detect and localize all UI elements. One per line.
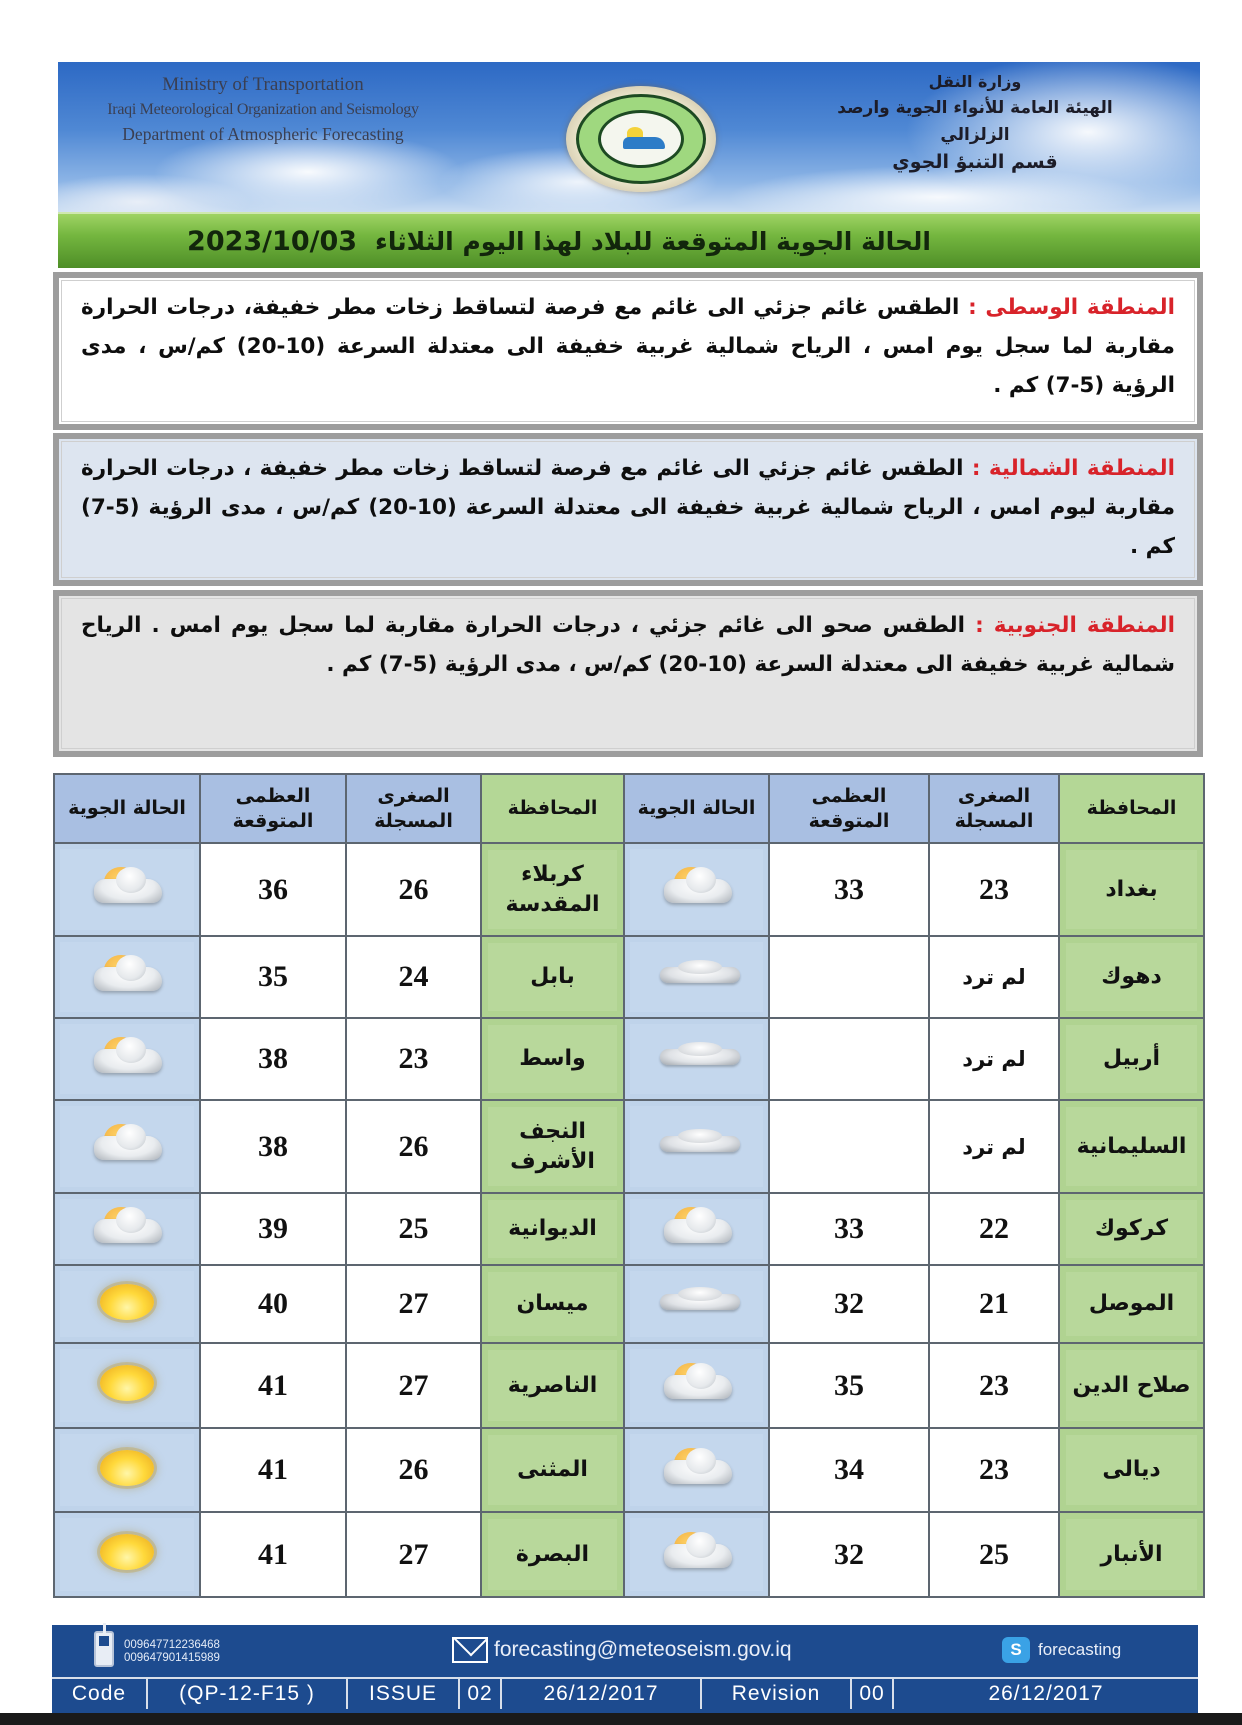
header-weather: الحالة الجوية: [624, 774, 769, 843]
max-temp-cell: 32: [769, 1265, 929, 1343]
skype-contact: [1002, 1637, 1121, 1663]
max-temp-cell: 33: [769, 843, 929, 936]
weather-cell: [54, 1100, 200, 1193]
partly-cloudy-icon: [660, 1530, 734, 1574]
region-text: الطقس غائم جزئي الى غائم مع فرصة لتساقط زخات مطر خفيفة، درجات الحرارة مقاربة لما سجل يوم امس ، الرياح شمالية غربية خفيفة الى معتدلة السرعة (10-20) كم/س ، مدى الرؤية (5-7) كم .: [81, 295, 1175, 398]
issue-number: 02: [460, 1679, 502, 1709]
min-temp-cell: 26: [346, 1100, 481, 1193]
region-label: المنطقة الشمالية :: [971, 456, 1175, 481]
max-temp-cell: 36: [200, 843, 346, 936]
table-row: [54, 1343, 1204, 1428]
min-temp-cell: 25: [929, 1512, 1059, 1597]
phone-number: 009647712236468: [124, 1639, 220, 1651]
header-arabic: [810, 68, 1140, 176]
document-code-bar: [52, 1677, 1198, 1709]
region-label: المنطقة الوسطى :: [968, 295, 1175, 320]
overcast-cloud-icon: [660, 953, 734, 997]
email-address[interactable]: forecasting@meteoseism.gov.iq: [494, 1638, 792, 1661]
governorate-cell: ديالى: [1059, 1428, 1204, 1512]
min-temp-cell: 26: [346, 843, 481, 936]
table-row: [54, 1193, 1204, 1265]
max-temp-cell: 40: [200, 1265, 346, 1343]
governorate-cell: النجف الأشرف: [481, 1100, 624, 1193]
footer: [52, 1625, 1198, 1713]
min-temp-cell: 22: [929, 1193, 1059, 1265]
organization-logo-icon: [566, 86, 716, 192]
partly-cloudy-icon: [90, 1205, 164, 1249]
region-label: المنطقة الجنوبية :: [975, 613, 1175, 638]
governorate-cell: الموصل: [1059, 1265, 1204, 1343]
weather-cell: [624, 1512, 769, 1597]
partly-cloudy-icon: [660, 1446, 734, 1490]
header-banner: [58, 62, 1200, 212]
max-temp-cell: 38: [200, 1018, 346, 1100]
skype-icon: S: [1002, 1637, 1030, 1663]
revision-number: 00: [852, 1679, 894, 1709]
governorate-cell: الناصرية: [481, 1343, 624, 1428]
issue-label: ISSUE: [348, 1679, 460, 1709]
envelope-icon: [452, 1637, 488, 1663]
table-row: [54, 936, 1204, 1018]
sunny-icon: [90, 1280, 164, 1324]
department-name-en: Department of Atmospheric Forecasting: [122, 124, 404, 144]
header-governorate: المحافظة: [1059, 774, 1204, 843]
page-bottom-edge: [0, 1713, 1242, 1725]
governorate-cell: الديوانية: [481, 1193, 624, 1265]
max-temp-cell: 38: [200, 1100, 346, 1193]
weather-cell: [624, 843, 769, 936]
weather-cell: [54, 1193, 200, 1265]
table-row: [54, 1018, 1204, 1100]
governorate-cell: البصرة: [481, 1512, 624, 1597]
weather-cell: [54, 843, 200, 936]
governorate-cell: ميسان: [481, 1265, 624, 1343]
min-temp-cell: 23: [929, 843, 1059, 936]
region-north: [53, 433, 1203, 586]
header-governorate: المحافظة: [481, 774, 624, 843]
forecast-title-bar: [58, 212, 1200, 268]
email-contact: [452, 1637, 792, 1663]
weather-cell: [624, 1100, 769, 1193]
overcast-cloud-icon: [660, 1035, 734, 1079]
header-min-recorded: الصغرى المسجلة: [929, 774, 1059, 843]
partly-cloudy-icon: [660, 865, 734, 909]
weather-cell: [624, 936, 769, 1018]
code-label: Code: [52, 1679, 148, 1709]
weather-cell: [624, 1343, 769, 1428]
table-body: [54, 843, 1204, 1597]
header-weather: الحالة الجوية: [54, 774, 200, 843]
header-max-expected: العظمى المتوقعة: [769, 774, 929, 843]
revision-date: 26/12/2017: [988, 1682, 1104, 1705]
region-south: [53, 590, 1203, 757]
min-temp-cell: لم ترد: [929, 936, 1059, 1018]
phone-numbers: [124, 1639, 220, 1665]
min-temp-cell: 27: [346, 1265, 481, 1343]
region-text: الطقس غائم جزئي الى غائم مع فرصة لتساقط زخات مطر خفيفة ، درجات الحرارة مقاربة ليوم امس ، الرياح شمالية غربية خفيفة الى معتدلة السرعة (10-20) كم/س ، مدى الرؤية (5-7) كم .: [81, 456, 1176, 559]
table-row: [54, 1512, 1204, 1597]
forecast-date: 2023/10/03: [187, 225, 358, 257]
department-name-ar: قسم التنبؤ الجوي: [892, 151, 1058, 173]
min-temp-cell: 21: [929, 1265, 1059, 1343]
table-row: [54, 1265, 1204, 1343]
weather-cell: [54, 1018, 200, 1100]
partly-cloudy-icon: [90, 1122, 164, 1166]
header-english: [68, 72, 458, 147]
max-temp-cell: 34: [769, 1428, 929, 1512]
min-temp-cell: لم ترد: [929, 1018, 1059, 1100]
partly-cloudy-icon: [660, 1361, 734, 1405]
mobile-phone-icon: [94, 1631, 114, 1667]
weather-cell: [624, 1193, 769, 1265]
ministry-name-en: Ministry of Transportation: [162, 74, 364, 95]
governorate-cell: أربيل: [1059, 1018, 1204, 1100]
min-temp-cell: 23: [346, 1018, 481, 1100]
max-temp-cell: 39: [200, 1193, 346, 1265]
min-temp-cell: 24: [346, 936, 481, 1018]
weather-cell: [54, 936, 200, 1018]
forecast-title: الحالة الجوية المتوقعة للبلاد لهذا اليوم الثلاثاء: [375, 226, 931, 256]
table-header-row: [54, 774, 1204, 843]
weather-cell: [54, 1512, 200, 1597]
header-min-recorded: الصغرى المسجلة: [346, 774, 481, 843]
min-temp-cell: 27: [346, 1343, 481, 1428]
phone-number: 009647901415989: [124, 1652, 220, 1664]
code-value: (QP-12-F15 ): [148, 1679, 348, 1709]
max-temp-cell: 41: [200, 1343, 346, 1428]
governorate-cell: كربلاء المقدسة: [481, 843, 624, 936]
governorate-cell: بغداد: [1059, 843, 1204, 936]
max-temp-cell: [769, 1018, 929, 1100]
table-row: [54, 1100, 1204, 1193]
weather-cell: [54, 1265, 200, 1343]
ministry-name-ar: وزارة النقل: [928, 72, 1022, 91]
governorate-cell: السليمانية: [1059, 1100, 1204, 1193]
governorate-cell: واسط: [481, 1018, 624, 1100]
max-temp-cell: [769, 1100, 929, 1193]
governorate-cell: دهوك: [1059, 936, 1204, 1018]
overcast-cloud-icon: [660, 1280, 734, 1324]
partly-cloudy-icon: [90, 1035, 164, 1079]
sunny-icon: [90, 1361, 164, 1405]
min-temp-cell: لم ترد: [929, 1100, 1059, 1193]
skype-name: forecasting: [1038, 1640, 1122, 1659]
weather-cell: [624, 1018, 769, 1100]
governorate-cell: كركوك: [1059, 1193, 1204, 1265]
min-temp-cell: 25: [346, 1193, 481, 1265]
partly-cloudy-icon: [660, 1205, 734, 1249]
max-temp-cell: [769, 936, 929, 1018]
min-temp-cell: 27: [346, 1512, 481, 1597]
logo-cloud-icon: [623, 137, 665, 149]
governorate-cell: بابل: [481, 936, 624, 1018]
region-text: الطقس صحو الى غائم جزئي ، درجات الحرارة مقاربة لما سجل يوم امس . الرياح شمالية غربية خفيفة الى معتدلة السرعة (10-20) كم/س ، مدى الرؤية (5-7) كم .: [81, 613, 1175, 677]
header-max-expected: العظمى المتوقعة: [200, 774, 346, 843]
governorate-cell: المثنى: [481, 1428, 624, 1512]
region-central: [53, 272, 1203, 430]
organization-name-en: Iraqi Meteorological Organization and Seismology: [107, 101, 419, 118]
overcast-cloud-icon: [660, 1122, 734, 1166]
issue-date: 26/12/2017: [502, 1679, 702, 1709]
min-temp-cell: 26: [346, 1428, 481, 1512]
min-temp-cell: 23: [929, 1343, 1059, 1428]
governorate-cell: الأنبار: [1059, 1512, 1204, 1597]
weather-cell: [54, 1343, 200, 1428]
sunny-icon: [90, 1530, 164, 1574]
partly-cloudy-icon: [90, 865, 164, 909]
table-row: [54, 1428, 1204, 1512]
partly-cloudy-icon: [90, 953, 164, 997]
min-temp-cell: 23: [929, 1428, 1059, 1512]
organization-name-ar: الهيئة العامة للأنواء الجوية وارصد الزلزالي: [837, 98, 1113, 145]
sunny-icon: [90, 1446, 164, 1490]
max-temp-cell: 35: [769, 1343, 929, 1428]
max-temp-cell: 41: [200, 1512, 346, 1597]
governorate-cell: صلاح الدين: [1059, 1343, 1204, 1428]
max-temp-cell: 33: [769, 1193, 929, 1265]
revision-label: Revision: [702, 1679, 852, 1709]
table-row: [54, 843, 1204, 936]
weather-cell: [624, 1265, 769, 1343]
governorate-forecast-table: [53, 773, 1205, 1598]
max-temp-cell: 32: [769, 1512, 929, 1597]
max-temp-cell: 35: [200, 936, 346, 1018]
weather-cell: [54, 1428, 200, 1512]
weather-cell: [624, 1428, 769, 1512]
max-temp-cell: 41: [200, 1428, 346, 1512]
